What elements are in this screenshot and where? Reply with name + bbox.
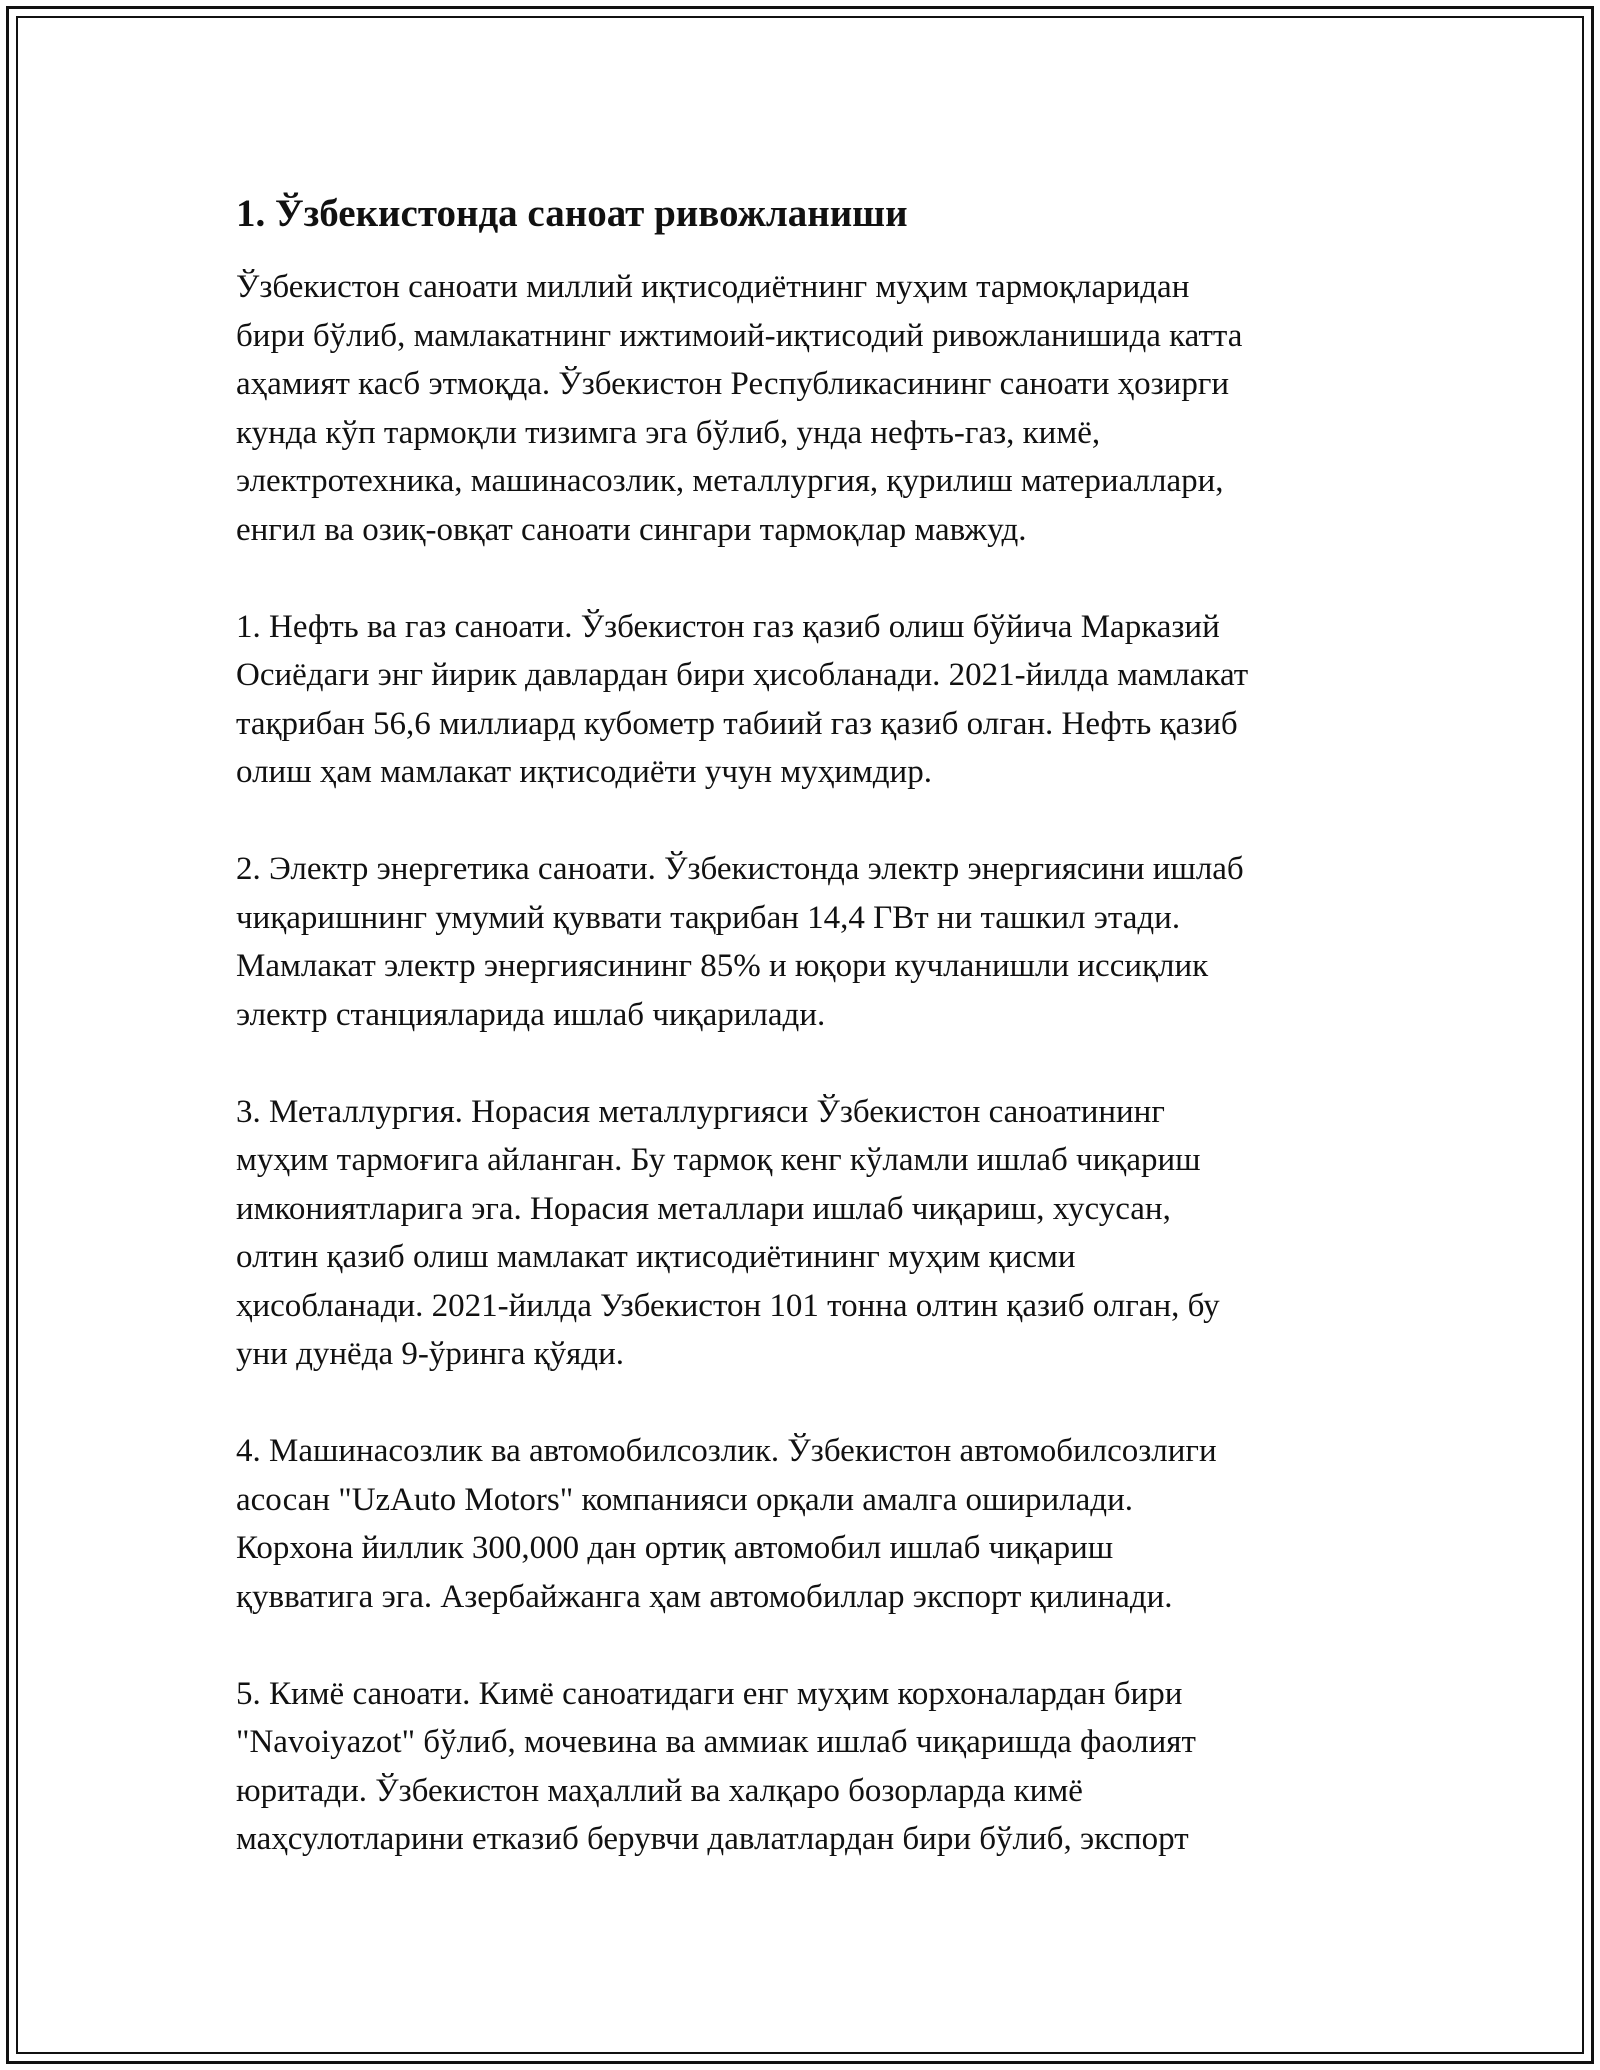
electric-energy-paragraph: 2. Электр энергетика саноати. Ўзбекистонда электр энергиясини ишлаб чиқаришнинг умумий қуввати тақрибан 14,4 ГВт ни ташкил этади. Мамлакат электр энергиясининг 85% и юқори кучланишли иссиқлик электр станцияларида ишлаб чиқарилади.: [236, 851, 1244, 1033]
document-body: [236, 185, 1376, 1912]
metallurgy-paragraph: 3. Металлургия. Норасия металлургияси Ўзбекистон саноатининг муҳим тармоғига айланган. Бу тармоқ кенг кўламли ишлаб чиқариш имкониятларига эга. Норасия металлари ишлаб чиқариш, хусусан, олтин қазиб олиш мамлакат иқтисодиётининг муҳим қисми ҳисобланади. 2021-йилда Узбекистон 101 тонна олтин қазиб олган, бу уни дунёда 9-ўринга қўяди.: [236, 1093, 1220, 1372]
chemical-paragraph: 5. Кимё саноати. Кимё саноатидаги енг муҳим корхоналардан бири "Navoiyazot" бўлиб, мочевина ва аммиак ишлаб чиқаришда фаолият юритади. Ўзбекистон маҳаллий ва халқаро бозорларда кимё маҳсулотларини етказиб берувчи давлатлардан бири бўлиб, экспорт: [236, 1675, 1196, 1857]
automotive-paragraph: 4. Машинасозлик ва автомобилсозлик. Ўзбекистон автомобилсозлиги асосан "UzAuto Motors" компанияси орқали амалга оширилади. Корхона йиллик 300,000 дан ортиқ автомобил ишлаб чиқариш қувватига эга. Азербайжанга ҳам автомобиллар экспорт қилинади.: [236, 1433, 1217, 1615]
section-heading: 1. Ўзбекистонда саноат ривожланиши: [236, 192, 908, 235]
intro-paragraph: Ўзбекистон саноати миллий иқтисодиётнинг муҳим тармоқларидан бири бўлиб, мамлакатнинг ижтимоий-иқтисодий ривожланишида катта аҳамият касб этмоқда. Ўзбекистон Республикасининг саноати ҳозирги кунда кўп тармоқли тизимга эга бўлиб, унда нефть-газ, кимё, электротехника, машинасозлик, металлургия, қурилиш материаллари, енгил ва озиқ-овқат саноати сингари тармоқлар мавжуд.: [236, 269, 1243, 548]
oil-gas-paragraph: 1. Нефть ва газ саноати. Ўзбекистон газ қазиб олиш бўйича Марказий Осиёдаги энг йирик давлардан бири ҳисобланади. 2021-йилда мамлакат тақрибан 56,6 миллиард кубометр табиий газ қазиб олган. Нефть қазиб олиш ҳам мамлакат иқтисодиёти учун муҳимдир.: [236, 608, 1249, 790]
